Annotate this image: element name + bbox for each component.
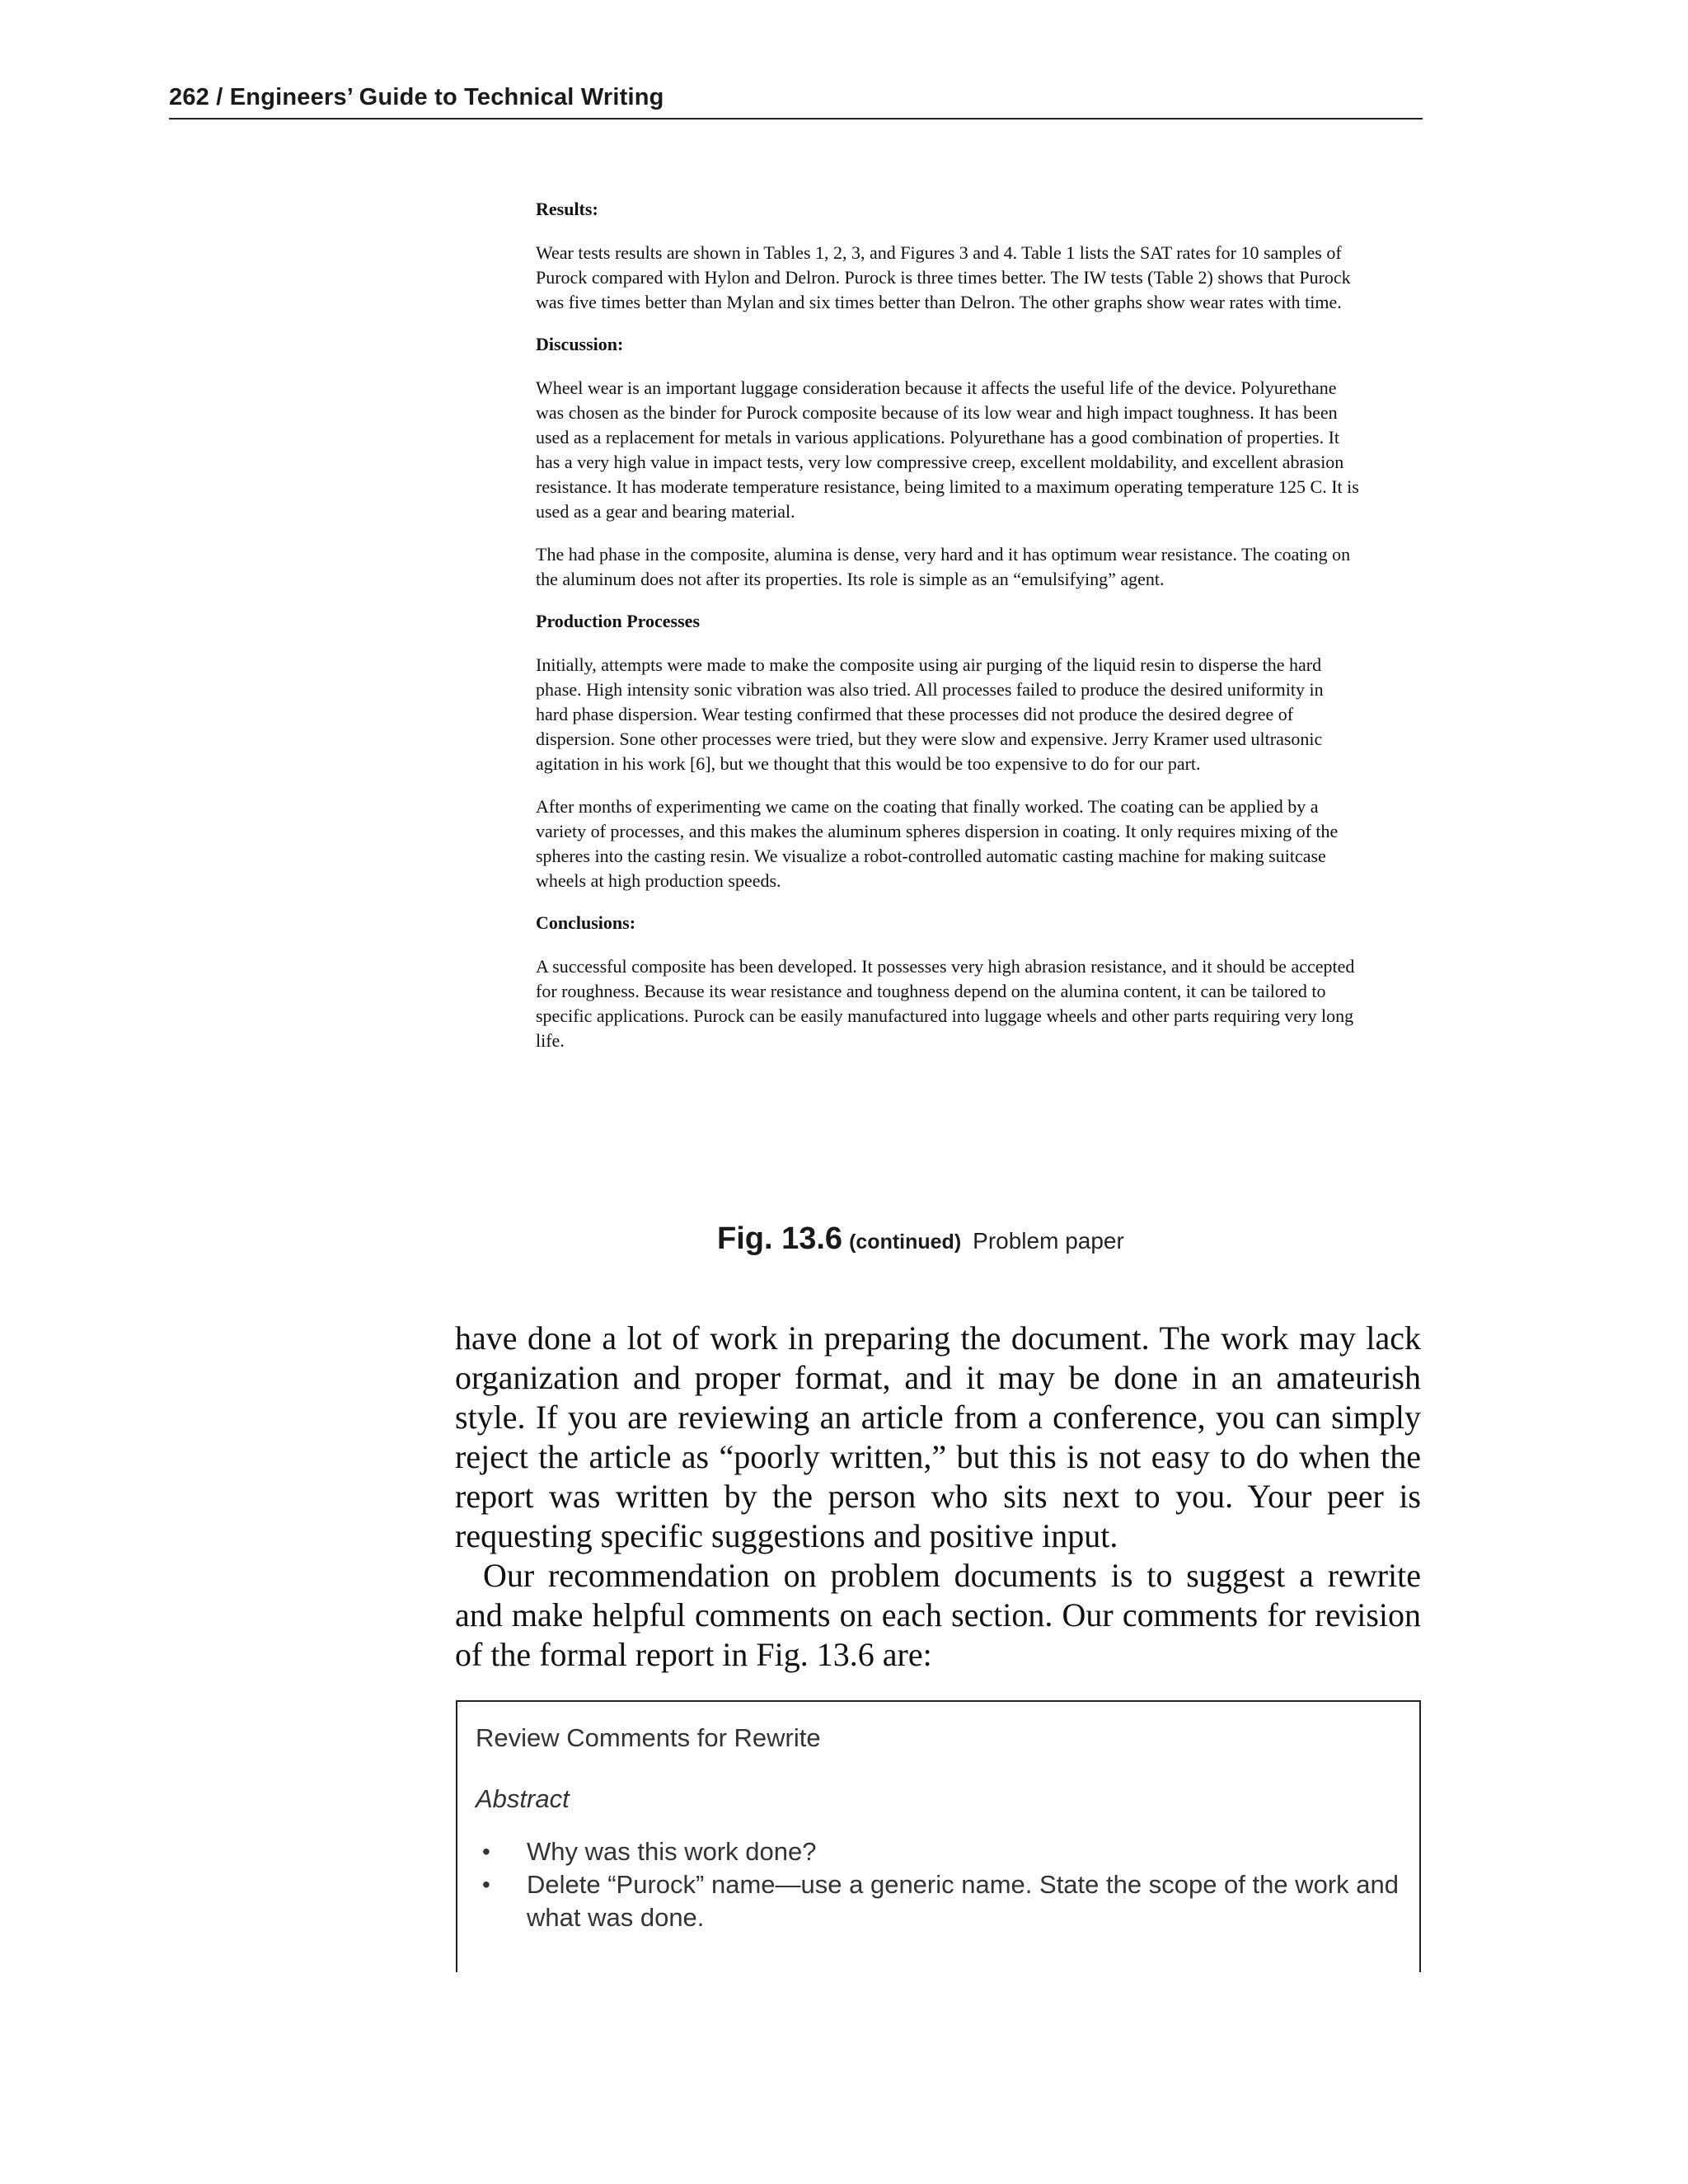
- review-comment-item: [476, 1835, 1401, 1868]
- production-paragraph-1: Initially, attempts were made to make the composite using air purging of the liquid resin to disperse the hard phase. High intensity sonic vibration was also tried. All processes failed to produce the desired uniformity in hard phase dispersion. Wear testing confirmed that these processes did not produce the desired degree of dispersion. Sone other processes were tried, but they were slow and expensive. Jerry Kramer used ultrasonic agitation in his work [6], but we thought that this would be too expensive to do for our part.: [536, 654, 1324, 774]
- production-paragraph-2: After months of experimenting we came on the coating that finally worked. The coating can be applied by a variety of processes, and this makes the aluminum spheres dispersion in coating. It only requires mixing of the spheres into the casting resin. We visualize a robot-controlled automatic casting machine for making suitcase wheels at high production speeds.: [536, 796, 1339, 891]
- results-paragraph: Wear tests results are shown in Tables 1, 2, 3, and Figures 3 and 4. Table 1 lists the SAT rates for 10 samples of Purock compared with Hylon and Delron. Purock is three times better. The IW tests (Table 2) shows that Purock was five times better than Mylan and six times better than Delron. The other graphs show wear rates with time.: [536, 242, 1351, 312]
- bullet-icon: •: [482, 1872, 490, 1897]
- body-paragraph-2: Our recommendation on problem documents is to suggest a rewrite and make helpful comments on each section. Our comments for revision of the formal report in Fig. 13.6 are:: [455, 1557, 1421, 1673]
- bullet-icon: •: [482, 1839, 490, 1864]
- caption-continued: (continued): [849, 1230, 962, 1254]
- discussion-paragraph-1: Wheel wear is an important luggage consideration because it affects the useful life of the device. Polyurethane was chosen as the binder for Purock composite because of its low wear and high impact toughness. It has been used as a replacement for metals in various applications. Polyurethane has a good combination of properties. It has a very high value in impact tests, very low compressive creep, excellent moldability, and excellent abrasion resistance. It has moderate temperature resistance, being limited to a maximum operating temperature 125 C. It is used as a gear and bearing material.: [536, 377, 1359, 522]
- production-heading: Production Processes: [536, 611, 700, 631]
- review-comment-text: Delete “Purock” name—use a generic name. State the scope of the work and what was done.: [527, 1870, 1400, 1932]
- running-head: 262 / Engineers’ Guide to Technical Writing: [169, 84, 1423, 120]
- review-comment-text: Why was this work done?: [527, 1837, 817, 1866]
- review-comments-box: [456, 1700, 1421, 1972]
- review-section-abstract: Abstract: [476, 1784, 570, 1813]
- figure-problem-paper: [536, 198, 1360, 1071]
- review-box-title: Review Comments for Rewrite: [476, 1723, 821, 1752]
- review-comment-item: [476, 1868, 1401, 1934]
- caption-figure-number: Fig. 13.6: [717, 1221, 843, 1256]
- body-paragraph-1: have done a lot of work in preparing the document. The work may lack organization and proper format, and it may be done in an amateurish style. If you are reviewing an article from a conference, you can simply reject the article as “poorly written,” but this is not easy to do when the report was written by the person who sits next to you. Your peer is requesting specific suggestions and positive input.: [455, 1319, 1421, 1554]
- caption-title: Problem paper: [973, 1228, 1124, 1254]
- conclusions-heading: Conclusions:: [536, 912, 636, 933]
- discussion-heading: Discussion:: [536, 334, 624, 354]
- conclusions-paragraph: A successful composite has been developed. It possesses very high abrasion resistance, and it should be accepted for roughness. Because its wear resistance and toughness depend on the alumina content, it can be tailored to specific applications. Purock can be easily manufactured into luggage wheels and other parts requiring very long life.: [536, 956, 1355, 1051]
- discussion-paragraph-2: The had phase in the composite, alumina is dense, very hard and it has optimum wear resistance. The coating on the aluminum does not after its properties. Its role is simple as an “emulsifying” agent.: [536, 544, 1351, 589]
- figure-caption: [717, 1221, 1124, 1257]
- review-comment-list: [476, 1835, 1401, 1934]
- results-heading: Results:: [536, 199, 598, 219]
- body-text: [455, 1319, 1421, 1675]
